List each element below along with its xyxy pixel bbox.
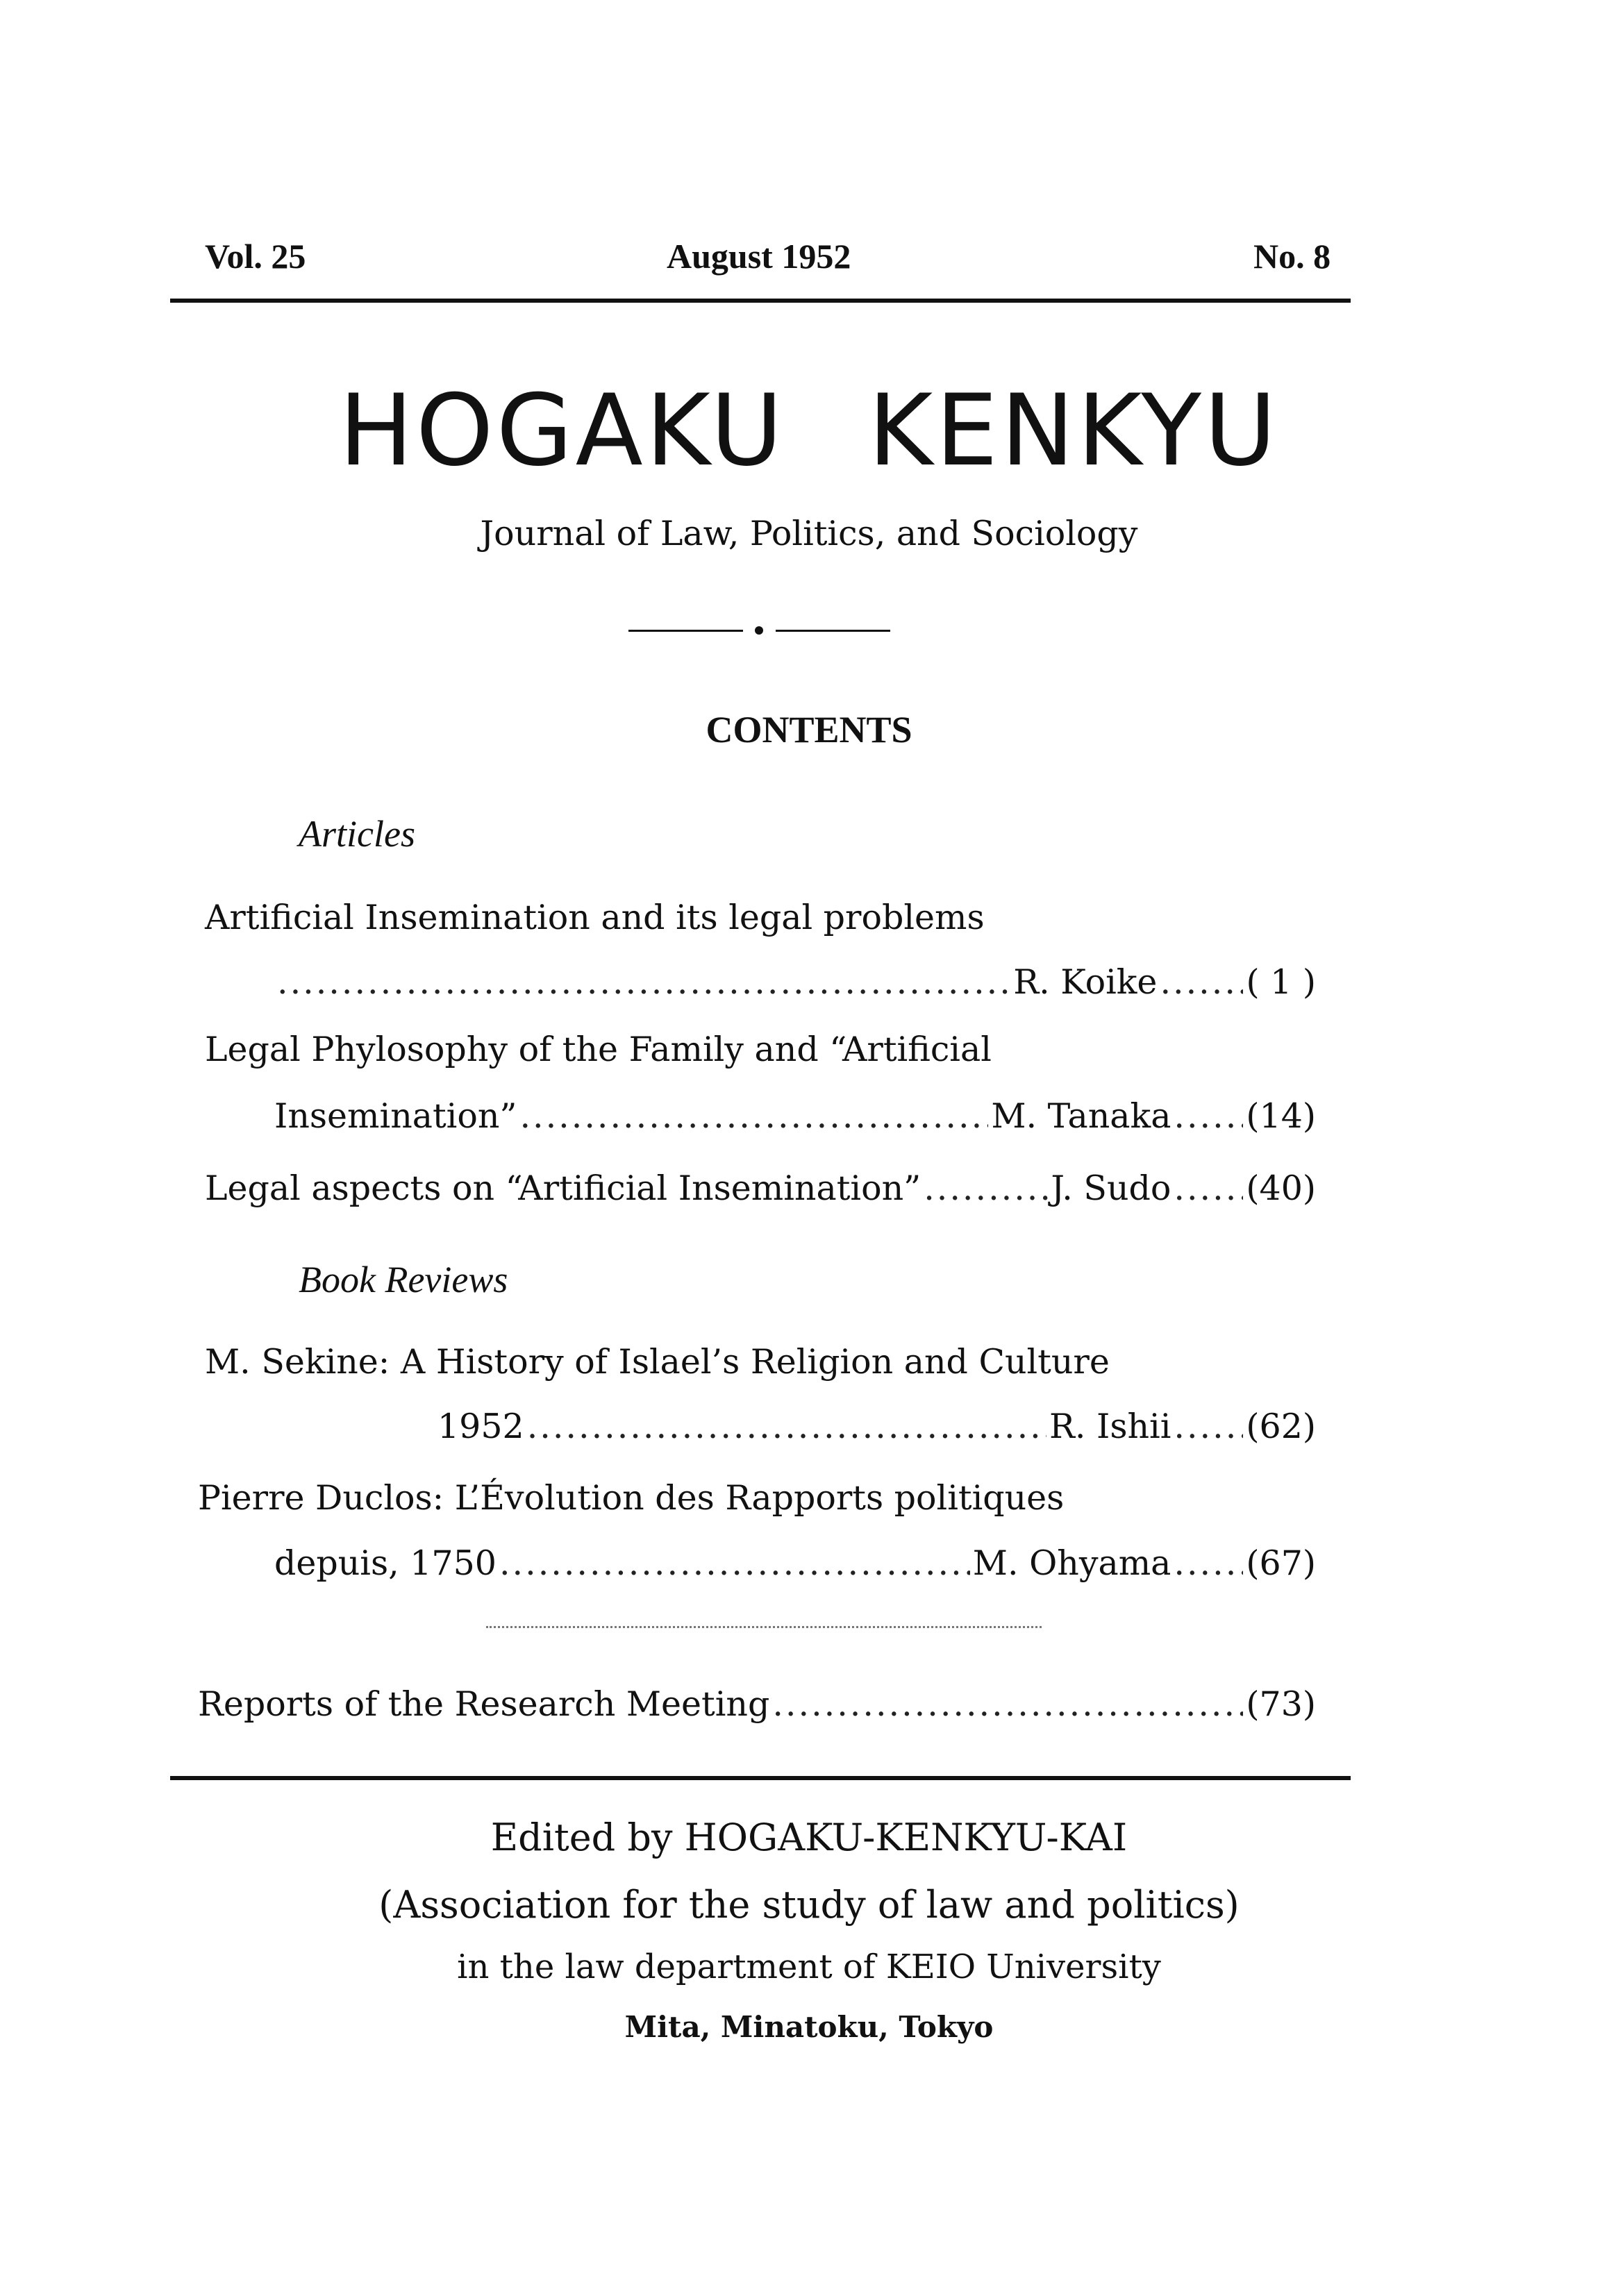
journal-title: HOGAKU KENKYU — [339, 374, 1279, 488]
article-2-title-cont: Insemination” — [274, 1096, 517, 1136]
dotted-separator — [486, 1626, 1042, 1632]
article-3-page: (40) — [1246, 1168, 1316, 1208]
article-1-title: Artificial Insemination and its legal problems — [205, 898, 985, 937]
volume-label: Vol. 25 — [205, 237, 306, 276]
article-2-page: (14) — [1246, 1096, 1316, 1136]
issue-date: August 1952 — [667, 237, 851, 276]
article-2-title: Legal Phylosophy of the Family and “Artificial — [205, 1030, 992, 1069]
article-3-entry — [205, 1168, 1316, 1209]
review-2-author: M. Ohyama — [972, 1543, 1171, 1583]
article-1-entry — [274, 962, 1316, 1003]
department: in the law department of KEIO University — [457, 1947, 1161, 1986]
association: (Association for the study of law and politics) — [378, 1883, 1240, 1927]
review-1-title-cont: 1952 — [437, 1407, 524, 1446]
address: Mita, Minatoku, Tokyo — [624, 2010, 994, 2044]
review-1-title: M. Sekine: A History of Islael’s Religion and Culture — [205, 1342, 1110, 1382]
article-3-author: J. Sudo — [1051, 1168, 1171, 1208]
issue-number: No. 8 — [1253, 237, 1331, 276]
review-2-title: Pierre Duclos: L’Évolution des Rapports politiques — [198, 1478, 1065, 1518]
reports-title: Reports of the Research Meeting — [198, 1684, 770, 1724]
review-1-entry — [437, 1406, 1316, 1448]
review-2-entry — [274, 1543, 1316, 1584]
article-2-entry — [274, 1096, 1316, 1137]
article-1-page: ( 1 ) — [1246, 962, 1316, 1002]
review-1-page: (62) — [1246, 1407, 1316, 1446]
articles-heading: Articles — [299, 813, 415, 855]
footer-rule — [170, 1776, 1351, 1780]
book-reviews-heading: Book Reviews — [299, 1259, 508, 1300]
header-rule — [170, 299, 1351, 303]
ornament-divider — [628, 623, 892, 637]
article-1-author: R. Koike — [1013, 962, 1158, 1002]
edited-by: Edited by HOGAKU-KENKYU-KAI — [490, 1816, 1128, 1859]
article-3-title: Legal aspects on “Artificial Insemination” — [205, 1168, 921, 1208]
review-2-page: (67) — [1246, 1543, 1316, 1583]
contents-heading: CONTENTS — [706, 709, 912, 751]
article-2-author: M. Tanaka — [991, 1096, 1171, 1136]
review-1-author: R. Ishii — [1049, 1407, 1171, 1446]
review-2-title-cont: depuis, 1750 — [274, 1543, 497, 1583]
reports-entry — [198, 1684, 1316, 1725]
journal-subtitle: Journal of Law, Politics, and Sociology — [480, 514, 1138, 553]
reports-page: (73) — [1246, 1684, 1316, 1724]
